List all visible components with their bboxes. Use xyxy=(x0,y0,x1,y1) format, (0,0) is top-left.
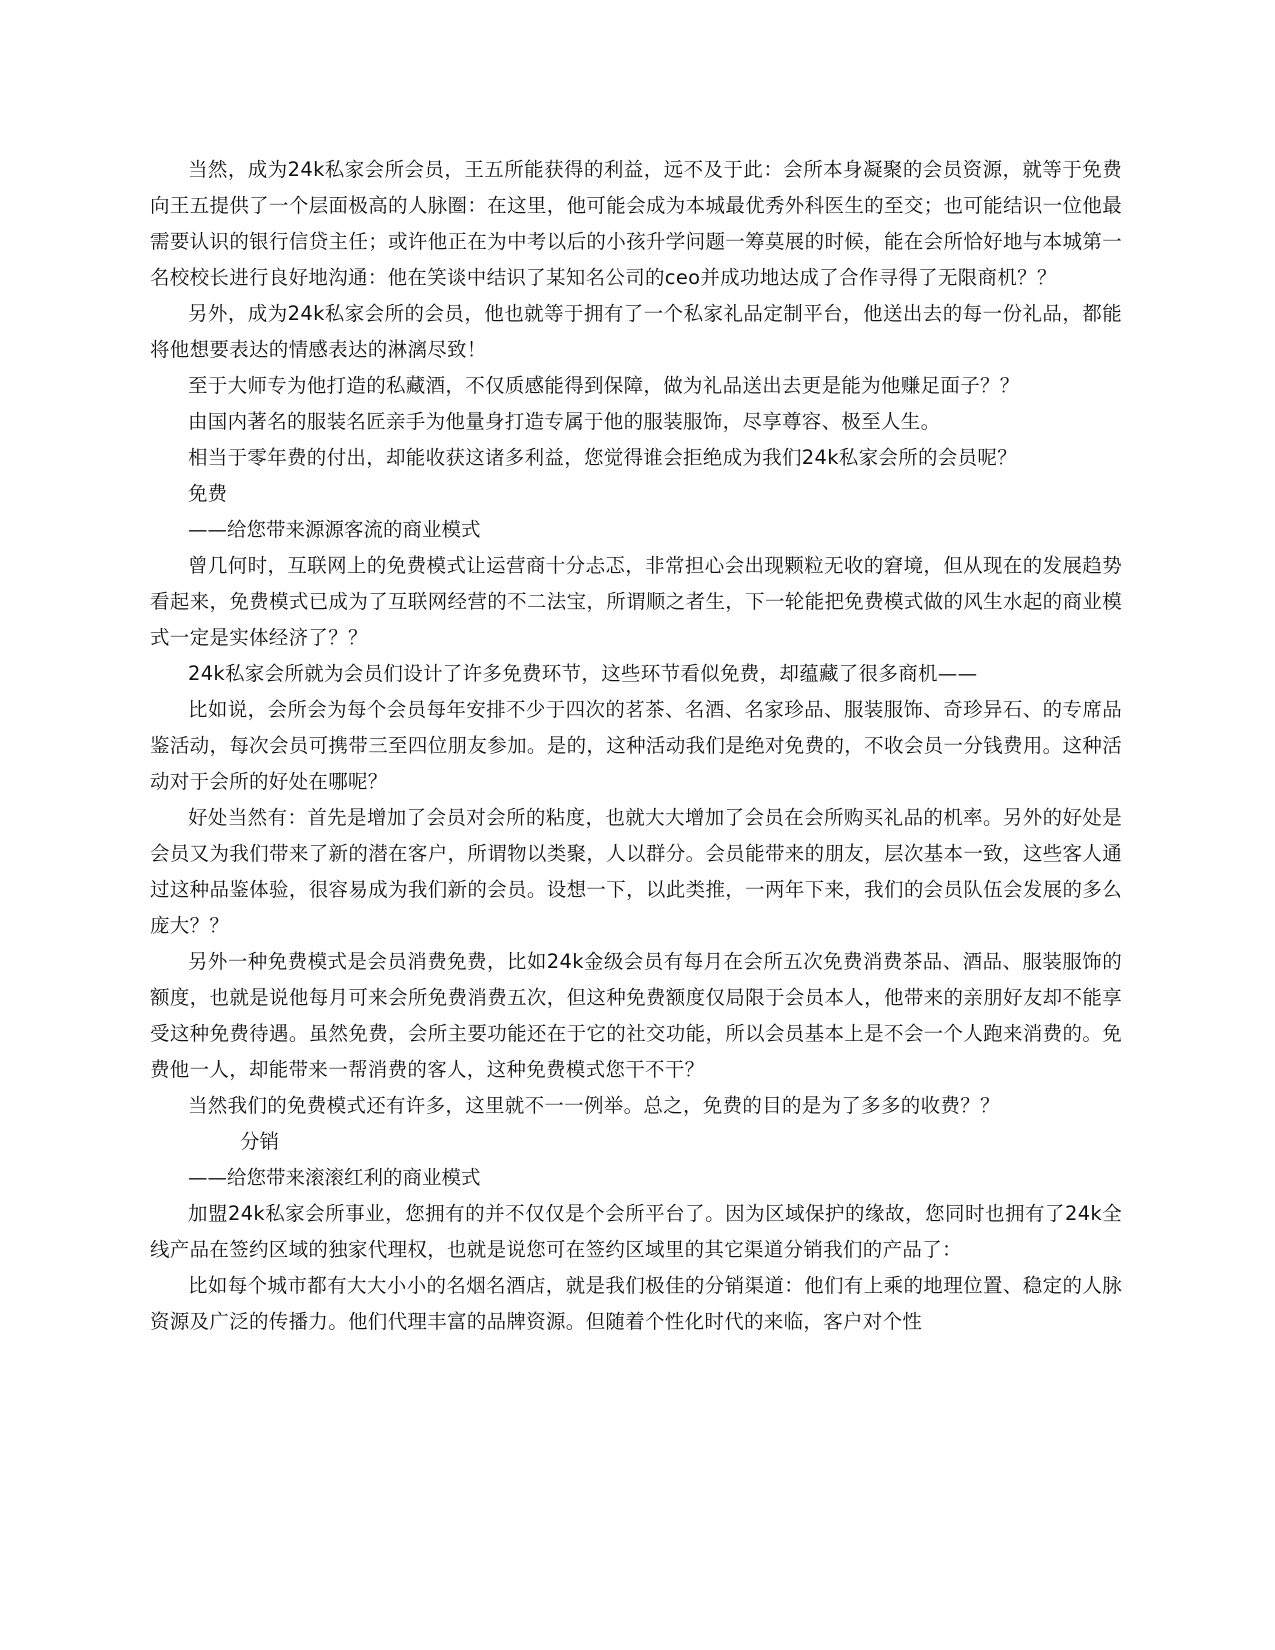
paragraph: 比如说，会所会为每个会员每年安排不少于四次的茗茶、名酒、名家珍品、服装服饰、奇珍异石、的专席品鉴活动，每次会员可携带三至四位朋友参加。是的，这种活动我们是绝对免费的，不收会员一分钱费用。这种活动对于会所的好处在哪呢？ xyxy=(150,698,1122,793)
paragraph: 比如每个城市都有大大小小的名烟名酒店，就是我们极佳的分销渠道：他们有上乘的地理位置、稳定的人脉资源及广泛的传播力。他们代理丰富的品牌资源。但随着个性化时代的来临，客户对个性 xyxy=(150,1274,1122,1333)
paragraph: 曾几何时，互联网上的免费模式让运营商十分忐忑，非常担心会出现颗粒无收的窘境，但从现在的发展趋势看起来，免费模式已成为了互联网经营的不二法宝，所谓顺之者生，下一轮能把免费模式做的风生水起的商业模式一定是实体经济了？？ xyxy=(150,554,1122,649)
paragraph: 24k私家会所就为会员们设计了许多免费环节，这些环节看似免费，却蕴藏了很多商机—— xyxy=(188,662,978,685)
paragraph: 加盟24k私家会所事业，您拥有的并不仅仅是个会所平台了。因为区域保护的缘故，您同时也拥有了24k全线产品在签约区域的独家代理权，也就是说您可在签约区域里的其它渠道分销我们的产品了： xyxy=(150,1202,1122,1261)
section-heading: 免费 xyxy=(188,482,228,505)
paragraph: 好处当然有：首先是增加了会员对会所的粘度，也就大大增加了会员在会所购买礼品的机率。另外的好处是会员又为我们带来了新的潜在客户，所谓物以类聚，人以群分。会员能带来的朋友，层次基本一致，这些客人通过这种品鉴体验，很容易成为我们新的会员。设想一下，以此类推，一两年下来，我们的会员队伍会发展的多么庞大？？ xyxy=(150,806,1122,937)
paragraph: 相当于零年费的付出，却能收获这诸多利益，您觉得谁会拒绝成为我们24k私家会所的会员呢？ xyxy=(188,446,1018,469)
section-subheading: ——给您带来源源客流的商业模式 xyxy=(188,518,481,541)
paragraph: 另外一种免费模式是会员消费免费，比如24k金级会员有每月在会所五次免费消费茶品、酒品、服装服饰的额度，也就是说他每月可来会所免费消费五次，但这种免费额度仅局限于会员本人，他带来的亲朋好友却不能享受这种免费待遇。虽然免费，会所主要功能还在于它的社交功能，所以会员基本上是不会一个人跑来消费的。免费他一人，却能带来一帮消费的客人，这种免费模式您干不干？ xyxy=(150,950,1122,1081)
section-subheading: ——给您带来滚滚红利的商业模式 xyxy=(188,1166,481,1189)
section-heading: 分销 xyxy=(240,1130,280,1153)
paragraph: 由国内著名的服装名匠亲手为他量身打造专属于他的服装服饰，尽享尊容、极至人生。 xyxy=(188,410,941,433)
paragraph: 至于大师专为他打造的私藏酒，不仅质感能得到保障，做为礼品送出去更是能为他赚足面子？？ xyxy=(188,374,1020,397)
paragraph: 当然，成为24k私家会所会员，王五所能获得的利益，远不及于此：会所本身凝聚的会员资源，就等于免费向王五提供了一个层面极高的人脉圈：在这里，他可能会成为本城最优秀外科医生的至交；也可能结识一位他最需要认识的银行信贷主任；或许他正在为中考以后的小孩升学问题一筹莫展的时候，能在会所恰好地与本城第一名校校长进行良好地沟通：他在笑谈中结识了某知名公司的ceo并成功地达成了合作寻得了无限商机？？ xyxy=(150,158,1122,289)
paragraph: 另外，成为24k私家会所的会员，他也就等于拥有了一个私家礼品定制平台，他送出去的每一份礼品，都能将他想要表达的情感表达的淋漓尽致！ xyxy=(150,302,1122,361)
document-body xyxy=(150,152,1122,1340)
paragraph: 当然我们的免费模式还有许多，这里就不一一例举。总之，免费的目的是为了多多的收费？？ xyxy=(188,1094,1000,1117)
